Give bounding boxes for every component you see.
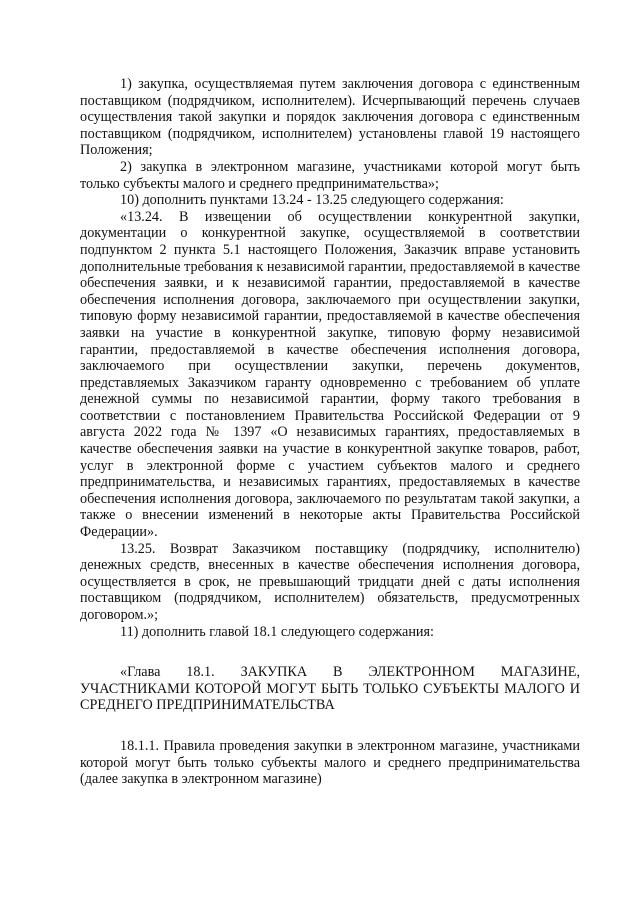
paragraph-item-2: 2) закупка в электронном магазине, участниками которой могут быть только субъекты малого и среднего предпринимательства»; — [80, 158, 580, 192]
paragraph-amendment-10: 10) дополнить пунктами 13.24 - 13.25 следующего содержания: — [120, 192, 504, 209]
spacer — [80, 640, 580, 664]
paragraph-18-1-1: 18.1.1. Правила проведения закупки в электронном магазине, участниками которой могут быть только субъекты малого и среднего предпринимательства (далее закупка в электронном магазине) — [80, 737, 580, 788]
document-page — [80, 76, 580, 788]
chapter-heading: «Глава 18.1. ЗАКУПКА В ЭЛЕКТРОННОМ МАГАЗИНЕ, УЧАСТНИКАМИ КОТОРОЙ МОГУТ БЫТЬ ТОЛЬКО СУБЪЕКТЫ МАЛОГО И СРЕДНЕГО ПРЕДПРИНИМАТЕЛЬСТВА — [80, 664, 580, 714]
paragraph-item-1: 1) закупка, осуществляемая путем заключения договора с единственным поставщиком (подрядчиком, исполнителем). Исчерпывающий перечень случаев осуществления такой закупки и порядок заключения договора с единственным поставщиком (подрядчиком, исполнителем) установлены главой 19 настоящего Положения; — [80, 76, 580, 159]
paragraph-13-25: 13.25. Возврат Заказчиком поставщику (подрядчику, исполнителю) денежных средств, внесенных в качестве обеспечения исполнения договора, осуществляется в срок, не превышающий тридцати дней с даты исполнения поставщиком (подрядчиком, исполнителем) обязательств, предусмотренных договором.»; — [80, 540, 580, 623]
paragraph-amendment-11: 11) дополнить главой 18.1 следующего содержания: — [120, 623, 434, 640]
paragraph-13-24: «13.24. В извещении об осуществлении конкурентной закупки, документации о конкурентной закупке, осуществляемой в соответствии подпунктом 2 пункта 5.1 настоящего Положения, Заказчик вправе установить дополнительные требования к независимой гарантии, предоставляемой в качестве обеспечения заявки, и к независимой гарантии, предоставляемой в качестве обеспечения исполнения договора, заключаемого при осуществлении закупки, типовую форму независимой гарантии, предоставляемой в качестве обеспечения заявки на участие в конкурентной закупке, типовую форму независимой гарантии, предоставляемой в качестве обеспечения исполнения договора, заключаемого при осуществлении закупки, перечень документов, представляемых Заказчиком гаранту одновременно с требованием об уплате денежной суммы по независимой гарантии, форму такого требования в соответствии с постановлением Правительства Российской Федерации от 9 августа 2022 года № 1397 «О независимых гарантиях, предоставляемых в качестве обеспечения заявки на участие в конкурентной закупке товаров, работ, услуг в электронной форме с участием субъектов малого и среднего предпринимательства, и независимых гарантиях, предоставляемых в качестве обеспечения исполнения договора, заключаемого по результатам такой закупки, а также о внесении изменений в некоторые акты Правительства Российской Федерации». — [80, 208, 580, 541]
spacer — [80, 714, 580, 738]
